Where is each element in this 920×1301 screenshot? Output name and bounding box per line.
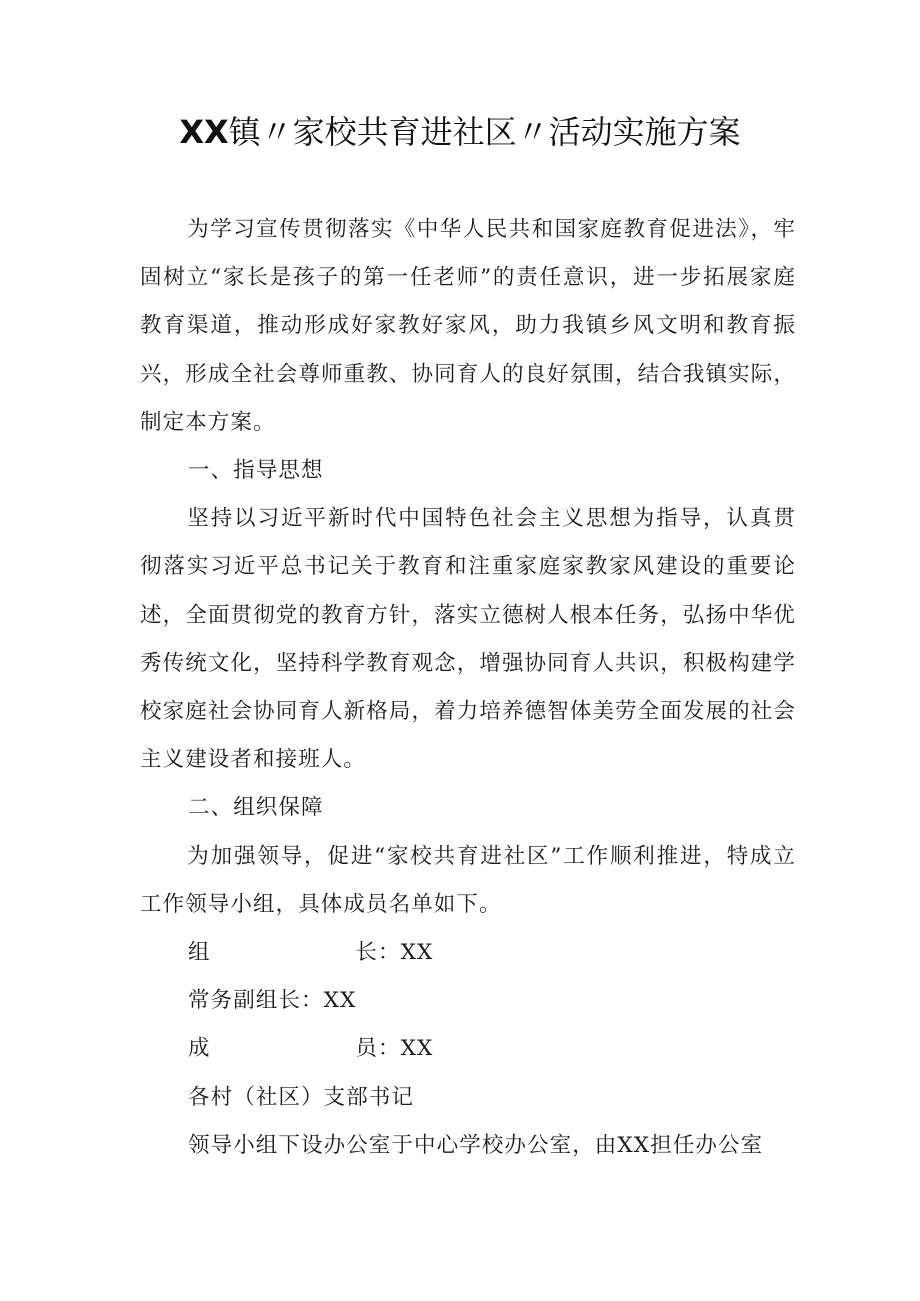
member-label: 常务副组长: [188, 988, 302, 1014]
member-row-members: [140, 1025, 796, 1073]
member-label-char: 成: [188, 1036, 211, 1062]
section-heading-guiding-ideology: 一、指导思想: [188, 458, 324, 484]
member-label: [188, 929, 378, 977]
member-value: ：XX: [378, 1036, 434, 1062]
member-label: [188, 1025, 378, 1073]
member-value: ：XX: [378, 940, 434, 966]
member-row-deputy: [140, 977, 796, 1025]
members-note: 各村（社区）支部书记: [188, 1084, 415, 1110]
document-body: [140, 206, 796, 1170]
section-heading-organization: 二、组织保障: [188, 795, 324, 821]
title-text: 镇〃家校共育进社区〃活动实施方案: [228, 113, 741, 151]
title-prefix: XX: [179, 113, 229, 151]
member-label-char: 长: [355, 940, 378, 966]
intro-paragraph: 为学习宣传贯彻落实《中华人民共和国家庭教育促进法》，牢固树立“家长是孩子的第一任老师”的责任意识，进一步拓展家庭教育渠道，推动形成好家教好家风，助力我镇乡风文明和教育振兴，形成全社会尊师重教、协同育人的良好氛围，结合我镇实际，制定本方案。: [140, 217, 796, 435]
office-paragraph: 领导小组下设办公室于中心学校办公室，由XX担任办公室: [188, 1132, 764, 1158]
member-label-char: 员: [355, 1036, 378, 1062]
member-row-leader: [140, 929, 796, 977]
member-label-char: 组: [188, 940, 211, 966]
member-value: ：XX: [301, 988, 357, 1014]
guiding-ideology-paragraph: 坚持以习近平新时代中国特色社会主义思想为指导，认真贯彻落实习近平总书记关于教育和注重家庭家教家风建设的重要论述，全面贯彻党的教育方针，落实立德树人根本任务，弘扬中华优秀传统文化，坚持科学教育观念，增强协同育人共识，积极构建学校家庭社会协同育人新格局，着力培养德智体美劳全面发展的社会主义建设者和接班人。: [140, 506, 796, 773]
organization-paragraph: 为加强领导，促进“家校共育进社区”工作顺利推进，特成立工作领导小组，具体成员名单如下。: [140, 843, 796, 917]
document-title: [0, 106, 920, 158]
